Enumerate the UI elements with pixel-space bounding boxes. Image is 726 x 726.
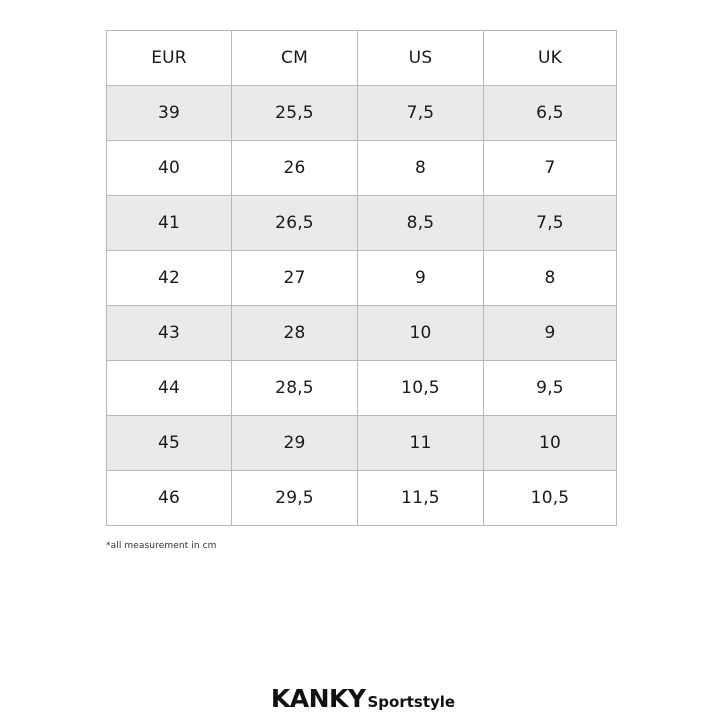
measurement-footnote: *all measurement in cm: [106, 541, 217, 551]
cell-uk: 10,5: [484, 471, 617, 526]
cell-uk: 6,5: [484, 86, 617, 141]
size-chart-table: [106, 30, 617, 526]
header-us: US: [358, 31, 484, 86]
cell-eur: 45: [107, 416, 232, 471]
cell-uk: 9,5: [484, 361, 617, 416]
table-row: [107, 471, 617, 526]
cell-eur: 43: [107, 306, 232, 361]
cell-eur: 40: [107, 141, 232, 196]
table-header-row: [107, 31, 617, 86]
cell-us: 11,5: [358, 471, 484, 526]
cell-cm: 26: [232, 141, 358, 196]
cell-us: 11: [358, 416, 484, 471]
header-cm: CM: [232, 31, 358, 86]
cell-eur: 39: [107, 86, 232, 141]
brand-logo: [0, 684, 726, 713]
cell-us: 8,5: [358, 196, 484, 251]
cell-cm: 29,5: [232, 471, 358, 526]
cell-uk: 9: [484, 306, 617, 361]
table-row: [107, 196, 617, 251]
cell-us: 8: [358, 141, 484, 196]
table-row: [107, 361, 617, 416]
table-row: [107, 251, 617, 306]
cell-uk: 8: [484, 251, 617, 306]
brand-tagline: Sportstyle: [367, 693, 456, 711]
cell-eur: 44: [107, 361, 232, 416]
cell-us: 10: [358, 306, 484, 361]
table-row: [107, 86, 617, 141]
cell-cm: 25,5: [232, 86, 358, 141]
brand-name: KANKY: [270, 684, 366, 713]
table-row: [107, 416, 617, 471]
table-row: [107, 141, 617, 196]
cell-uk: 7: [484, 141, 617, 196]
cell-us: 9: [358, 251, 484, 306]
table-row: [107, 306, 617, 361]
cell-us: 10,5: [358, 361, 484, 416]
header-uk: UK: [484, 31, 617, 86]
cell-us: 7,5: [358, 86, 484, 141]
cell-eur: 42: [107, 251, 232, 306]
cell-eur: 41: [107, 196, 232, 251]
cell-cm: 28: [232, 306, 358, 361]
cell-cm: 27: [232, 251, 358, 306]
cell-eur: 46: [107, 471, 232, 526]
header-eur: EUR: [107, 31, 232, 86]
cell-cm: 28,5: [232, 361, 358, 416]
cell-cm: 29: [232, 416, 358, 471]
cell-cm: 26,5: [232, 196, 358, 251]
cell-uk: 7,5: [484, 196, 617, 251]
cell-uk: 10: [484, 416, 617, 471]
